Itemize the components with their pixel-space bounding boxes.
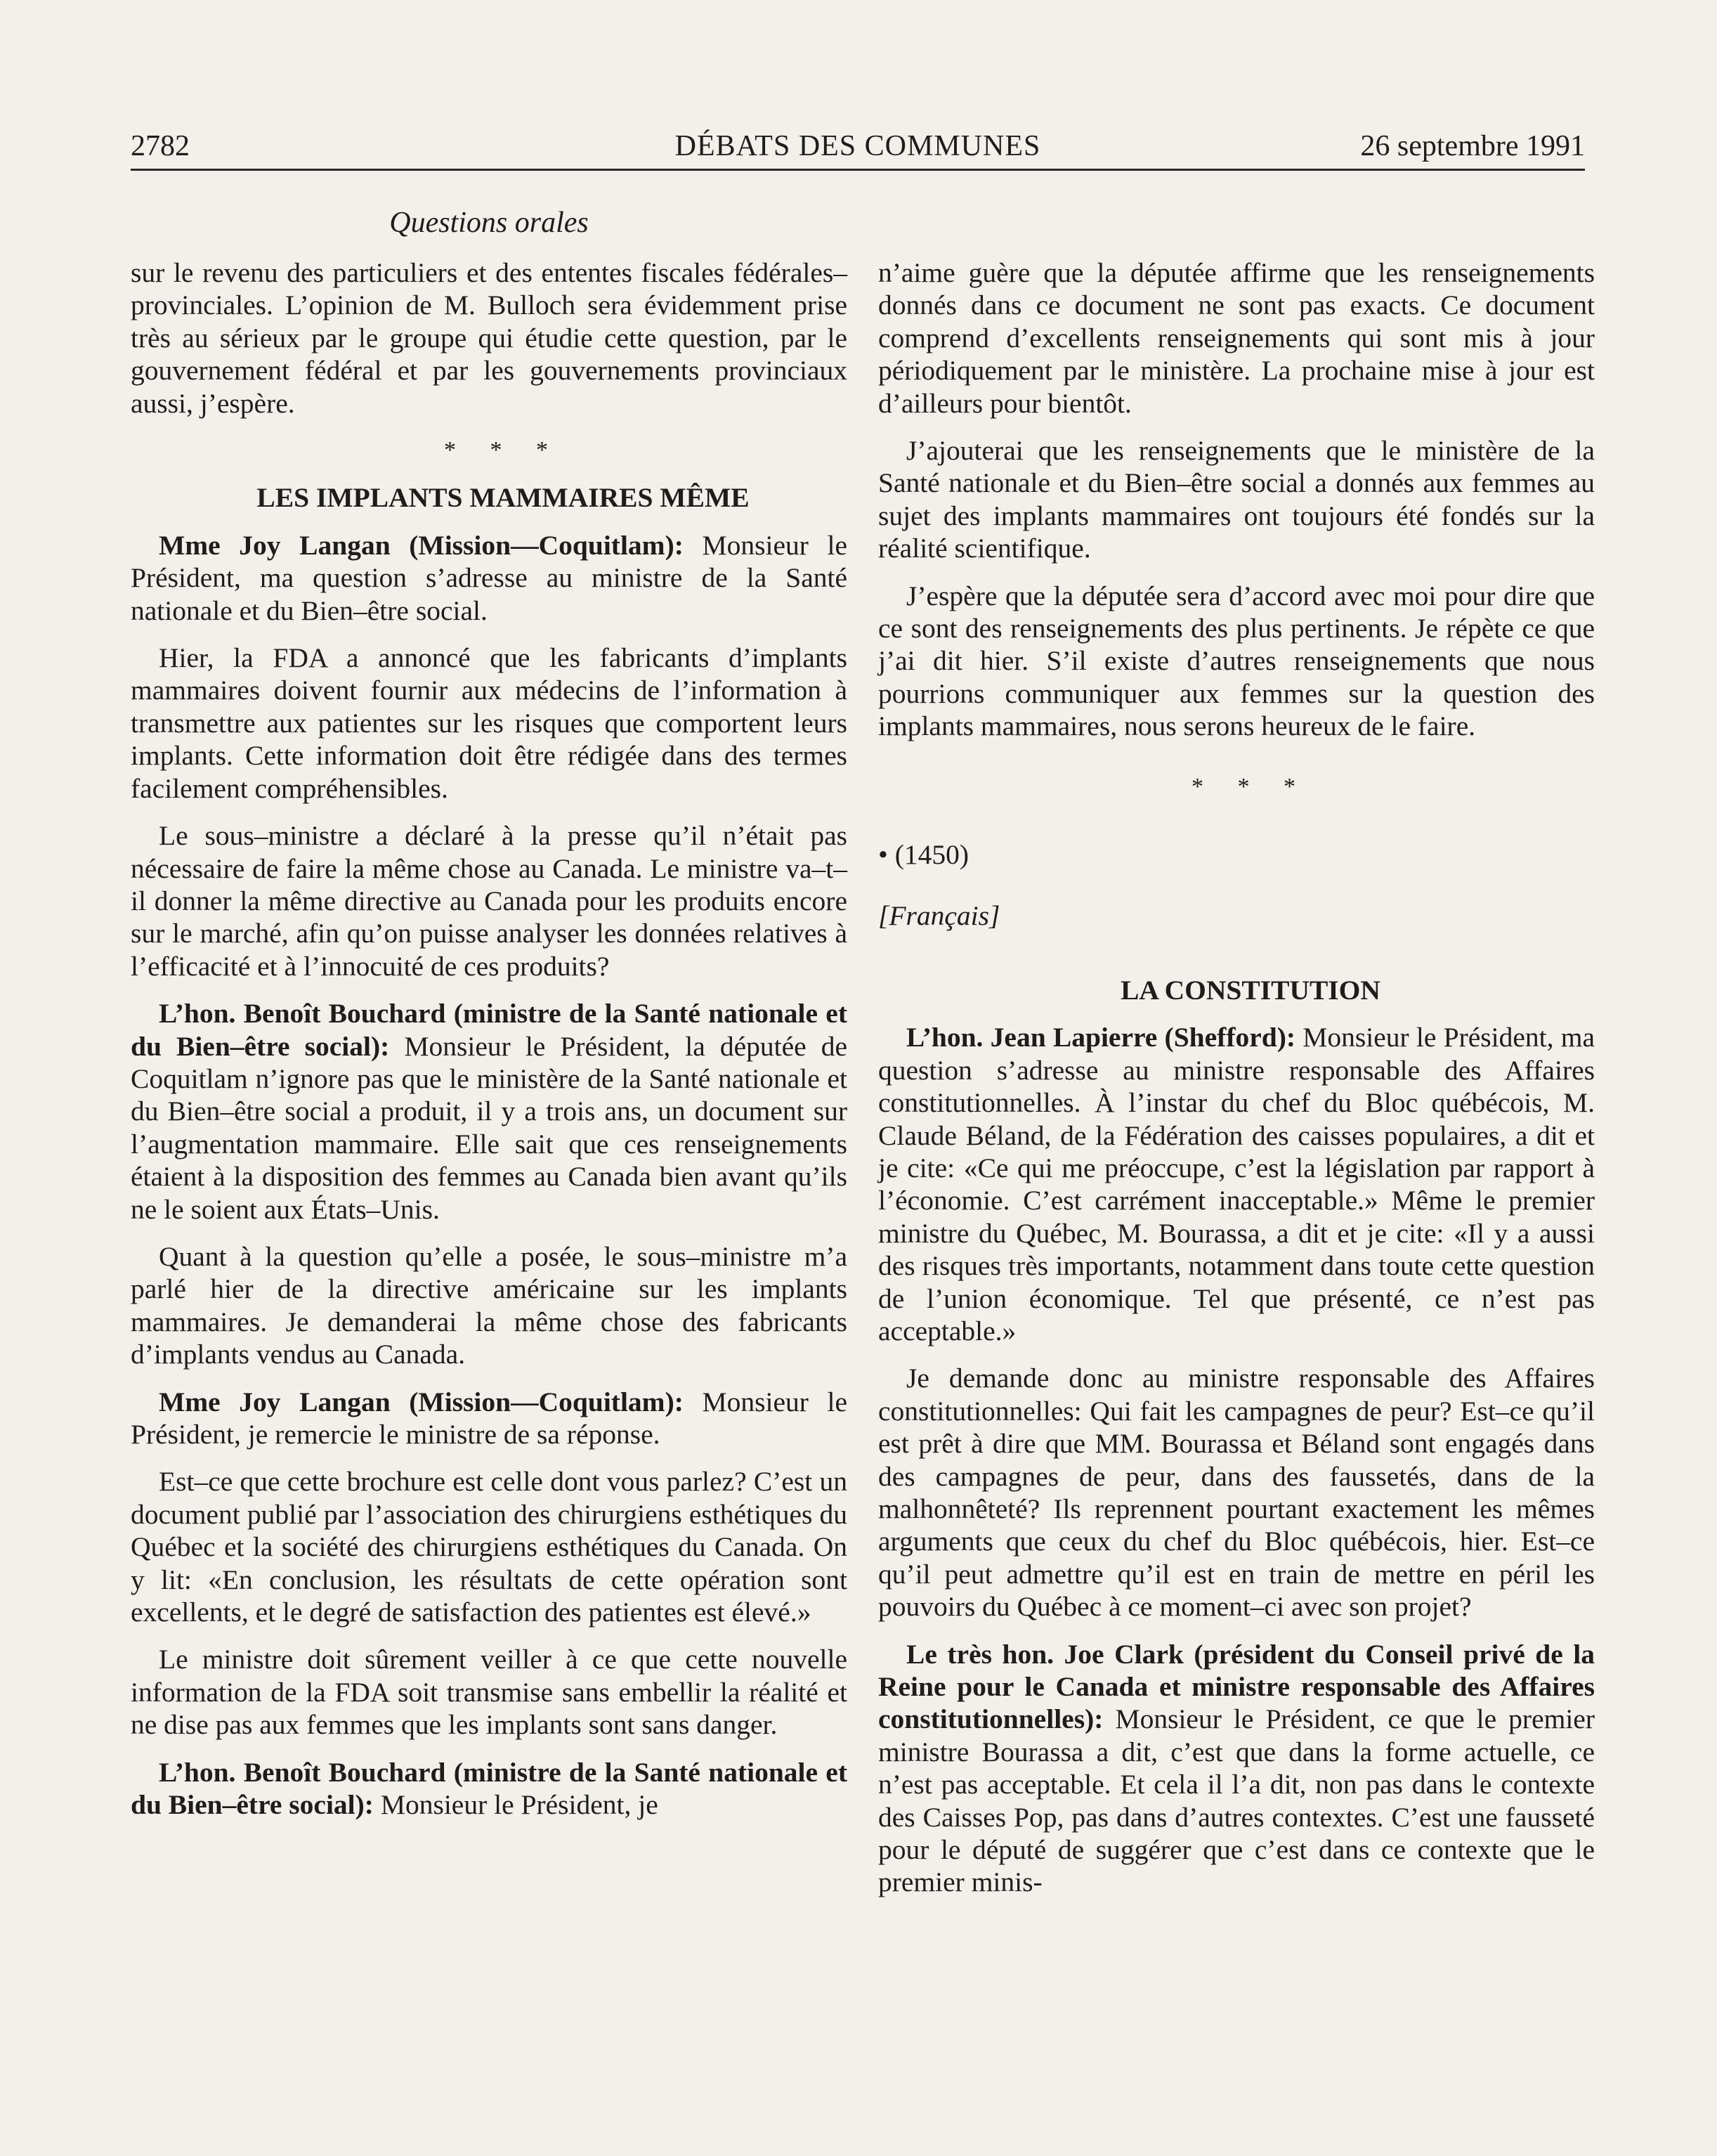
paragraph: Le ministre doit sûrement veiller à ce que cette nouvelle information de la FDA soit transmise sans embellir la réalité et ne dise pas aux femmes que les implants sont sans danger. bbox=[131, 1644, 847, 1741]
speech-paragraph bbox=[131, 1756, 847, 1821]
paragraph: J’espère que la députée sera d’accord avec moi pour dire que ce sont des renseignements des plus pertinents. Je répète ce que j’ai dit hier. S’il existe d’autres renseignements que nous pourrions communiquer aux femmes sur la question des implants mammaires, nous serons heureux de le faire. bbox=[878, 580, 1595, 742]
section-separator: * * * bbox=[1192, 773, 1310, 800]
right-column bbox=[878, 256, 1595, 1914]
section-heading: LES IMPLANTS MAMMAIRES MÊME bbox=[256, 482, 750, 514]
speech-text: Monsieur le Président, ce que le premier ministre Bourassa a dit, c’est que dans la forme actuelle, ce n’est pas acceptable. Et cela il l’a dit, non pas dans le contexte des Caisses Pop, pas dans d’autres contextes. C’est une fausseté pour le député de suggérer que c’est dans ce contexte que le premier minis- bbox=[878, 1703, 1595, 1898]
speaker-name: Mme Joy Langan (Mission—Coquitlam): bbox=[159, 529, 684, 561]
speech-text: Monsieur le Président, ma question s’adresse au ministre de la Santé nationale et du Bien–être social. bbox=[131, 529, 847, 626]
page-date: 26 septembre 1991 bbox=[1360, 130, 1585, 162]
paragraph: sur le revenu des particuliers et des ententes fiscales fédérales–provinciales. L’opinion de M. Bulloch sera évidemment prise très au sérieux par le groupe qui étudie cette question, par le gouvernement fédéral et par les gouvernements provinciaux aussi, j’espère. bbox=[131, 257, 847, 419]
speech-paragraph bbox=[131, 997, 847, 1226]
paragraph: Hier, la FDA a annoncé que les fabricants d’implants mammaires doivent fournir aux médecins de l’information à transmettre aux patientes sur les risques que comportent leurs implants. Cette information doit être rédigée dans des termes facilement compréhensibles. bbox=[131, 642, 847, 804]
paragraph: Quant à la question qu’elle a posée, le sous–ministre m’a parlé hier de la directive américaine sur les implants mammaires. Je demanderai la même chose des fabricants d’implants vendus au Canada. bbox=[131, 1240, 847, 1370]
speech-text: Monsieur le Président, je remercie le ministre de sa réponse. bbox=[131, 1386, 847, 1450]
speaker-name: Le très hon. Joe Clark (président du Conseil privé de la Reine pour le Canada et ministre responsable des Affaires constitutionnelles): bbox=[878, 1638, 1595, 1735]
left-column bbox=[131, 256, 847, 1836]
paragraph: n’aime guère que la députée affirme que les renseignements donnés dans ce document ne sont pas exacts. Ce document comprend d’excellents renseignements qui sont mis à jour périodiquement par le ministère. La prochaine mise à jour est d’ailleurs pour bientôt. bbox=[878, 257, 1595, 419]
publication-title: DÉBATS DES COMMUNES bbox=[674, 130, 1041, 162]
speech-text: Monsieur le Président, la députée de Coquitlam n’ignore pas que le ministère de la Santé nationale et du Bien–être social a produit, il y a trois ans, un document sur l’augmentation mammaire. Elle sait que ces renseignements étaient à la disposition des femmes au Canada bien avant qu’ils ne le soient aux États–Unis. bbox=[131, 1030, 848, 1225]
paragraph: Le sous–ministre a déclaré à la presse qu’il n’était pas nécessaire de faire la même chose au Canada. Le ministre va–t–il donner la même directive au Canada pour les produits encore sur le marché, afin qu’on puisse analyser les données relatives à l’efficacité et à l’innocuité de ces produits? bbox=[131, 820, 847, 982]
paragraph: Je demande donc au ministre responsable des Affaires constitutionnelles: Qui fait les campagnes de peur? Est–ce qu’il est prêt à dire que MM. Bourassa et Béland sont engagés dans des campagnes de peur, dans des faussetés, dans de la malhonnêteté? Ils reprennent pourtant exactement les mêmes arguments que ceux du chef du Bloc québécois, hier. Est–ce qu’il peut admettre qu’il est en train de mettre en péril les pouvoirs du Québec à ce moment–ci avec son projet? bbox=[878, 1363, 1595, 1623]
paragraph: J’ajouterai que les renseignements que le ministère de la Santé nationale et du Bien–être social a donnés aux femmes au sujet des implants mammaires ont toujours été fondés sur la réalité scientifique. bbox=[878, 435, 1595, 564]
time-marker: • (1450) bbox=[878, 839, 970, 871]
speaker-name: Mme Joy Langan (Mission—Coquitlam): bbox=[159, 1386, 684, 1417]
section-heading: LA CONSTITUTION bbox=[1121, 974, 1380, 1006]
speech-text: Monsieur le Président, je bbox=[373, 1789, 658, 1821]
page-header bbox=[131, 126, 1585, 171]
speaker-name: L’hon. Benoît Bouchard (ministre de la Santé nationale et du Bien–être social): bbox=[131, 998, 847, 1062]
section-label: Questions orales bbox=[389, 207, 589, 239]
speech-paragraph bbox=[878, 1638, 1595, 1899]
speech-paragraph bbox=[878, 1021, 1595, 1347]
speaker-name: L’hon. Benoît Bouchard (ministre de la Santé nationale et du Bien–être social): bbox=[131, 1756, 847, 1821]
section-separator: * * * bbox=[444, 437, 562, 464]
speech-text: Monsieur le Président, ma question s’adresse au ministre responsable des Affaires constitutionnelles. À l’instar du chef du Bloc québécois, M. Claude Béland, de la Fédération des caisses populaires, a dit et je cite: «Ce qui me préoccupe, c’est la législation par rapport à l’économie. C’est carrément inacceptable.» Même le premier ministre du Québec, M. Bourassa, a dit et je cite: «Il y a aussi des risques très importants, notamment dans toute cette question de l’union économique. Tel que présenté, ce n’est pas acceptable.» bbox=[878, 1022, 1595, 1346]
language-marker: [Français] bbox=[878, 900, 1000, 931]
speech-paragraph bbox=[131, 529, 847, 627]
page-number: 2782 bbox=[131, 130, 190, 162]
paragraph: Est–ce que cette brochure est celle dont vous parlez? C’est un document publié par l’association des chirurgiens esthétiques du Québec et la société des chirurgiens esthétiques du Canada. On y lit: «En conclusion, les résultats de cette opération sont excellents, et le degré de satisfaction des patientes est élevé.» bbox=[131, 1466, 847, 1628]
speaker-name: L’hon. Jean Lapierre (Shefford): bbox=[906, 1022, 1296, 1053]
speech-paragraph bbox=[131, 1386, 847, 1451]
